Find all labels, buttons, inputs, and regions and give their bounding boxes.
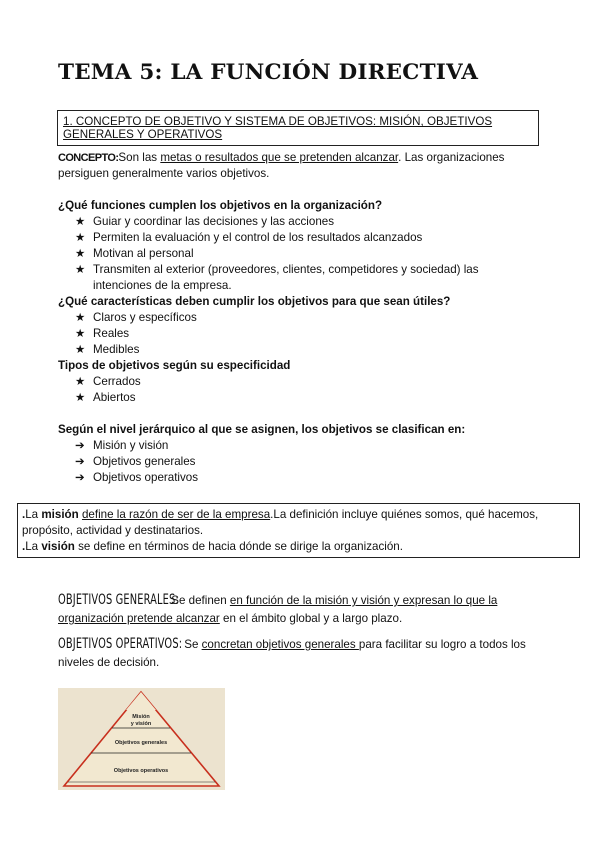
mision-vision-box [17, 503, 580, 558]
obj-generales-post: en el ámbito global y a largo plazo. [219, 612, 403, 625]
q1-item: Motivan al personal [93, 247, 194, 260]
obj-generales-label: OBJETIVOS GENERALES: [58, 592, 179, 608]
page-title: TEMA 5: LA FUNCIÓN DIRECTIVA [58, 60, 479, 85]
star-bullet-icon: ★ [75, 247, 86, 260]
q4-heading: Según el nivel jerárquico al que se asignen, los objetivos se clasifican en: [58, 423, 466, 436]
concepto-pre: Son las [118, 151, 161, 164]
pyramid-diagram [58, 688, 225, 790]
mision-pre: La [25, 508, 42, 521]
q1-heading: ¿Qué funciones cumplen los objetivos en la organización? [58, 199, 383, 212]
q3-item: Abiertos [93, 391, 136, 404]
q3-heading: Tipos de objetivos según su especificidad [58, 359, 291, 372]
pyramid-top-tip [126, 692, 156, 710]
q2-item: Reales [93, 327, 130, 340]
obj-operativos-underlined: concretan objetivos generales [201, 638, 359, 651]
q1-item: Transmiten al exterior (proveedores, clientes, competidores y sociedad) las [93, 263, 479, 276]
concepto-underlined: metas o resultados que se pretenden alcanzar [160, 151, 399, 164]
pyramid-top-label-2: y visión [130, 721, 152, 727]
concepto-label: CONCEPTO: [58, 152, 119, 164]
vision-post: se define en términos de hacia dónde se dirige la organización. [74, 540, 403, 553]
star-bullet-icon: ★ [75, 231, 86, 244]
arrow-bullet-icon: ➔ [75, 455, 85, 468]
pyramid-middle-label: Objetivos generales [114, 740, 168, 746]
mision-post: .La definición incluye quiénes somos, qué hacemos, [270, 508, 539, 521]
section-heading: 1. CONCEPTO DE OBJETIVO Y SISTEMA DE OBJETIVOS: MISIÓN, OBJETIVOS GENERALES Y OPERATIVOS [63, 115, 493, 141]
obj-generales-pre: Se definen [168, 594, 230, 607]
vision-bold: visión [41, 540, 75, 553]
q1-item-continuation: intenciones de la empresa. [93, 279, 232, 292]
star-bullet-icon: ★ [75, 391, 86, 404]
q4-item: Objetivos operativos [93, 471, 199, 484]
q2-item: Medibles [93, 343, 140, 356]
obj-generales-underlined-1: en función de la misión y visión y expresan lo que la [229, 594, 498, 607]
pyramid-bottom-label: Objetivos operativos [113, 768, 169, 774]
obj-generales-underlined-2: organización pretende alcanzar [58, 612, 220, 625]
star-bullet-icon: ★ [75, 343, 86, 356]
section-heading-box [57, 110, 539, 146]
obj-generales-line-2 [58, 611, 402, 627]
star-bullet-icon: ★ [75, 311, 86, 324]
mision-line-1 [22, 507, 579, 523]
obj-operativos-pre: Se [181, 638, 202, 651]
mision-bold: misión [41, 508, 79, 521]
concepto-line-2: persiguen generalmente varios objetivos. [58, 167, 270, 180]
mision-underlined: define la razón de ser de la empresa [81, 508, 271, 521]
pyramid-svg [58, 688, 225, 790]
obj-operativos-post: para facilitar su logro a todos los [358, 638, 526, 651]
obj-operativos-line-1 [58, 634, 526, 655]
q1-item: Permiten la evaluación y el control de los resultados alcanzados [93, 231, 423, 244]
obj-generales-line-1 [58, 590, 497, 611]
vision-line [22, 539, 579, 555]
obj-operativos-line-2: niveles de decisión. [58, 656, 160, 669]
q2-item: Claros y específicos [93, 311, 197, 324]
concepto-post: . Las organizaciones [398, 151, 505, 164]
vision-dot: . [22, 540, 26, 553]
mision-dot: . [22, 508, 26, 521]
q3-item: Cerrados [93, 375, 141, 388]
arrow-bullet-icon: ➔ [75, 439, 85, 452]
q2-heading: ¿Qué características deben cumplir los objetivos para que sean útiles? [58, 295, 451, 308]
q1-item: Guiar y coordinar las decisiones y las acciones [93, 215, 335, 228]
obj-operativos-label: OBJETIVOS OPERATIVOS: [58, 636, 183, 652]
q4-item: Misión y visión [93, 439, 169, 452]
star-bullet-icon: ★ [75, 375, 86, 388]
pyramid-top-label-1: Misión [132, 714, 150, 720]
concepto-line-1 [58, 150, 504, 166]
star-bullet-icon: ★ [75, 215, 86, 228]
mision-line-2: propósito, actividad y destinatarios. [22, 524, 204, 537]
vision-pre: La [25, 540, 42, 553]
q4-item: Objetivos generales [93, 455, 196, 468]
star-bullet-icon: ★ [75, 263, 86, 276]
arrow-bullet-icon: ➔ [75, 471, 85, 484]
star-bullet-icon: ★ [75, 327, 86, 340]
